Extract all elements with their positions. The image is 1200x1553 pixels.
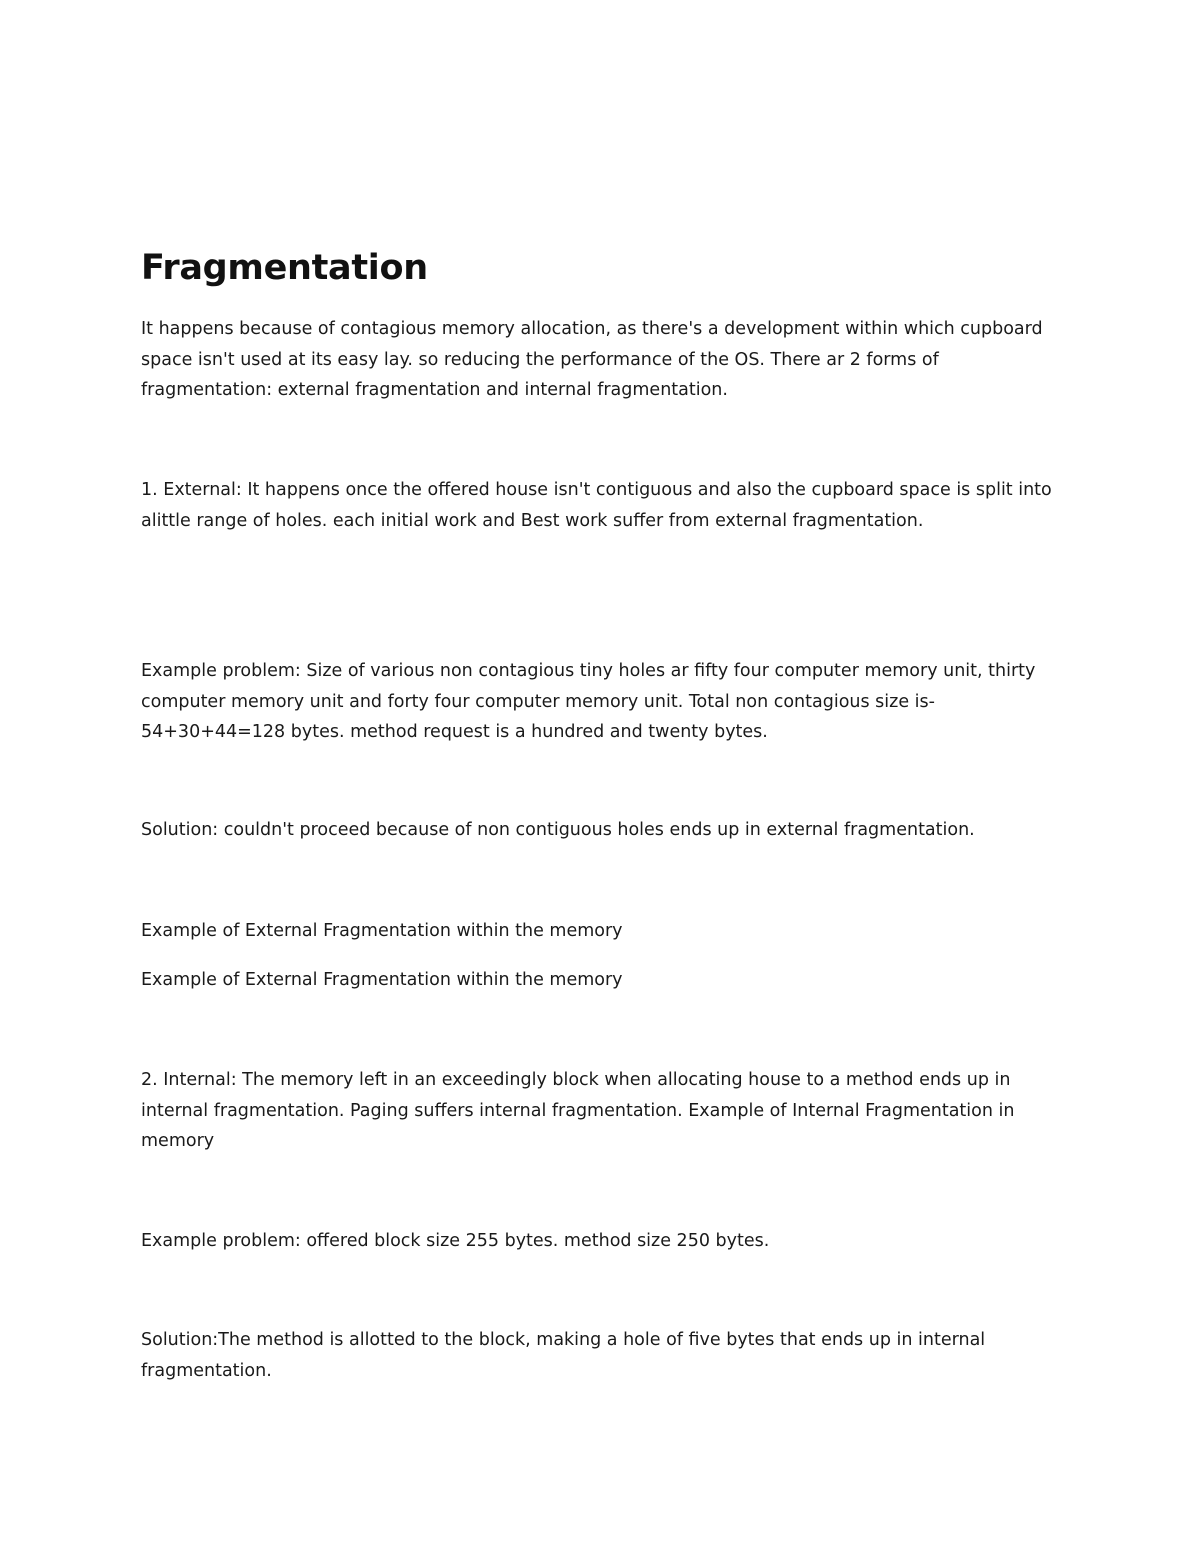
external-fragmentation-paragraph: 1. External: It happens once the offered house isn't contiguous and also the cupboard space is split into alittle range of holes. each initial work and Best work suffer from external fragmentation. xyxy=(141,480,1052,531)
external-figure-caption-repeat: Example of External Fragmentation within the memory xyxy=(141,970,623,990)
internal-example-problem: Example problem: offered block size 255 bytes. method size 250 bytes. xyxy=(141,1231,770,1251)
intro-paragraph: It happens because of contagious memory allocation, as there's a development within which cupboard space isn't used at its easy lay. so reducing the performance of the OS. There ar 2 forms of fragmentation: external fragmentation and internal fragmentation. xyxy=(141,319,1043,400)
external-figure-caption: Example of External Fragmentation within the memory xyxy=(141,921,623,941)
external-solution: Solution: couldn't proceed because of non contiguous holes ends up in external fragmentation. xyxy=(141,820,975,840)
external-example-problem: Example problem: Size of various non contagious tiny holes ar fifty four computer memory unit, thirty computer memory unit and forty four computer memory unit. Total non contagious size is- 54+30+44=128 bytes. method request is a hundred and twenty bytes. xyxy=(141,661,1036,742)
internal-fragmentation-paragraph: 2. Internal: The memory left in an exceedingly block when allocating house to a method ends up in internal fragmentation. Paging suffers internal fragmentation. Example of Internal Fragmentation in memory xyxy=(141,1070,1015,1151)
page-title: Fragmentation xyxy=(141,248,428,288)
internal-solution: Solution:The method is allotted to the block, making a hole of five bytes that ends up in internal fragmentation. xyxy=(141,1330,986,1381)
